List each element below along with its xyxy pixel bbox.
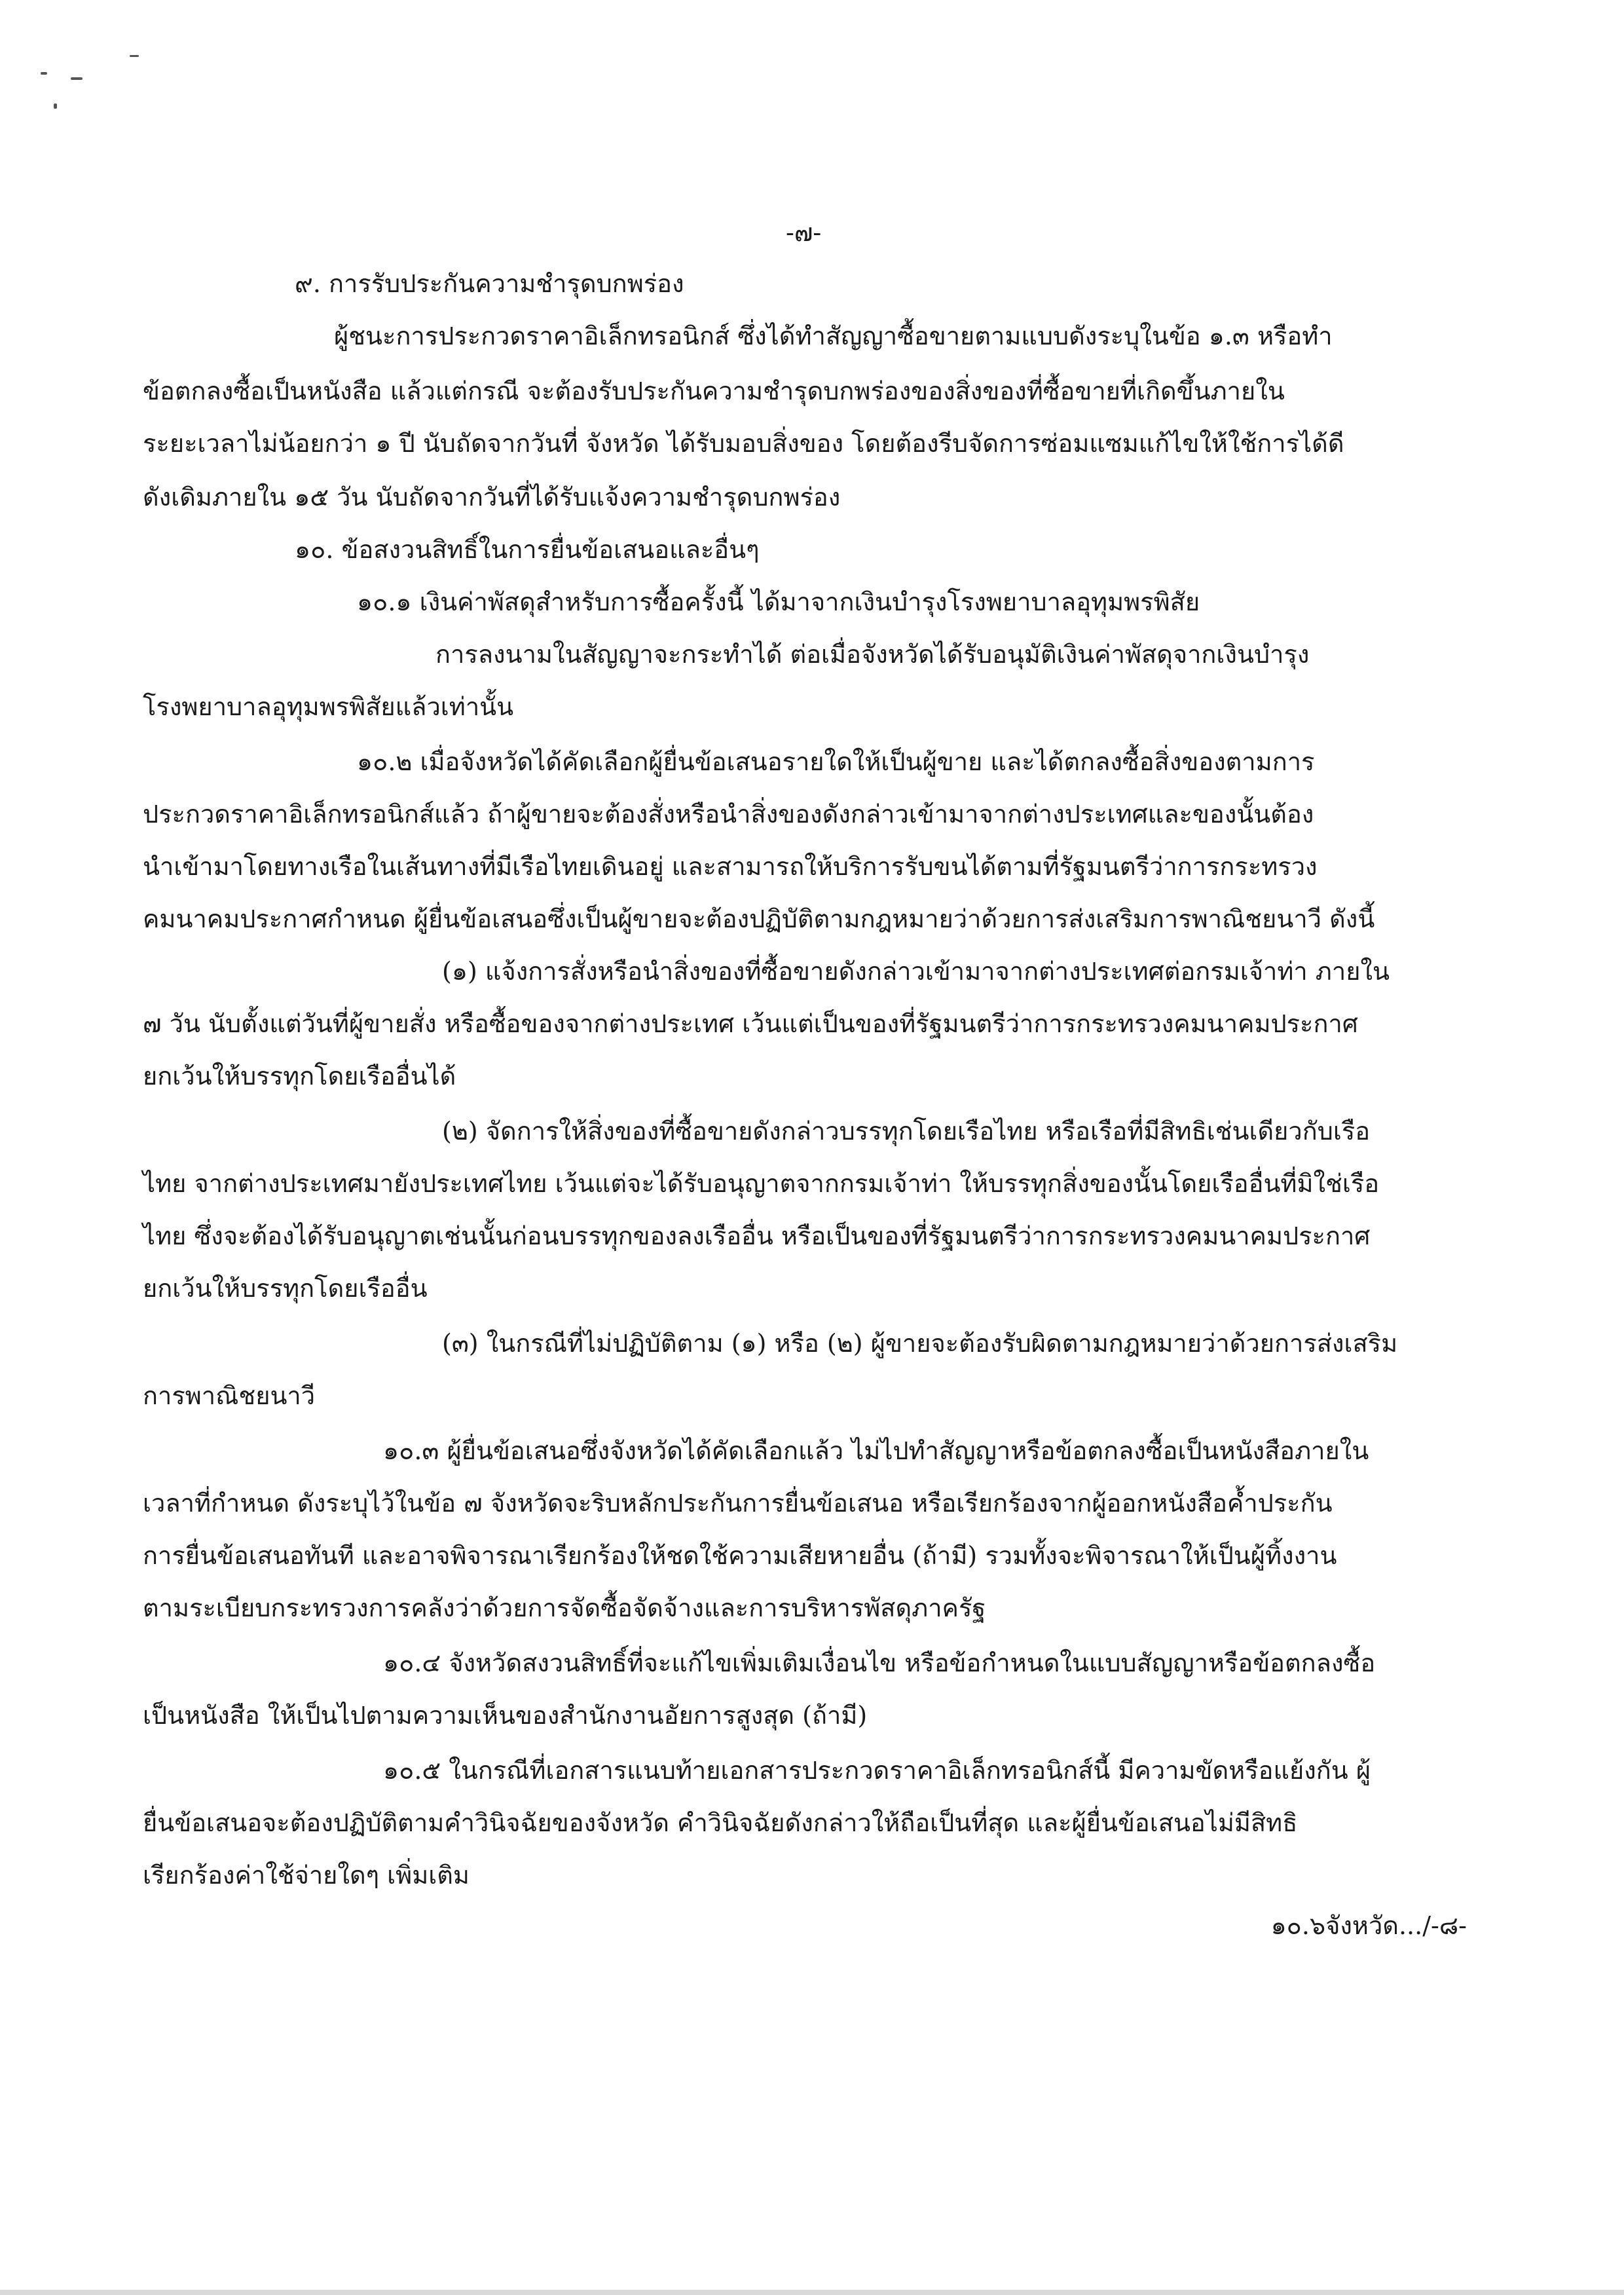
paragraph-line: ยกเว้นให้บรรทุกโดยเรืออื่น <box>143 1274 428 1303</box>
paragraph-line: ดังเดิมภายใน ๑๕ วัน นับถัดจากวันที่ได้รับแจ้งความชำรุดบกพร่อง <box>143 483 841 512</box>
section-10-heading: ๑๐. ข้อสงวนสิทธิ์ในการยื่นข้อเสนอและอื่นๆ <box>295 535 760 564</box>
paragraph-line: การยื่นข้อเสนอทันที และอาจพิจารณาเรียกร้องให้ชดใช้ความเสียหายอื่น (ถ้ามี) รวมทั้งจะพิจารณาให้เป็นผู้ทิ้งงาน <box>143 1541 1337 1570</box>
scan-mark <box>71 77 83 80</box>
paragraph-line: ๑๐.๒ เมื่อจังหวัดได้คัดเลือกผู้ยื่นข้อเสนอรายใดให้เป็นผู้ขาย และได้ตกลงซื้อสิ่งของตามการ <box>357 747 1315 776</box>
paragraph-line: ไทย ซึ่งจะต้องได้รับอนุญาตเช่นนั้นก่อนบรรทุกของลงเรืออื่น หรือเป็นของที่รัฐมนตรีว่าการกระทรวงคมนาคมประกาศ <box>143 1222 1371 1250</box>
continuation-reference: ๑๐.๖จังหวัด.../-๘- <box>1270 1911 1467 1940</box>
paragraph-line: ๑๐.๕ ในกรณีที่เอกสารแนบท้ายเอกสารประกวดราคาอิเล็กทรอนิกส์นี้ มีความขัดหรือแย้งกัน ผู้ <box>383 1756 1371 1785</box>
scan-mark <box>54 103 57 109</box>
list-item-line: (๓) ในกรณีที่ไม่ปฏิบัติตาม (๑) หรือ (๒) ผู้ขายจะต้องรับผิดตามกฎหมายว่าด้วยการส่งเสริม <box>442 1329 1398 1358</box>
list-item-line: (๑) แจ้งการสั่งหรือนำสิ่งของที่ซื้อขายดังกล่าวเข้ามาจากต่างประเทศต่อกรมเจ้าท่า ภายใน <box>442 957 1390 986</box>
paragraph-line: เวลาที่กำหนด ดังระบุไว้ในข้อ ๗ จังหวัดจะริบหลักประกันการยื่นข้อเสนอ หรือเรียกร้องจากผู้ออกหนังสือค้ำประกัน <box>143 1489 1333 1518</box>
paragraph-line: ๑๐.๔ จังหวัดสงวนสิทธิ์ที่จะแก้ไขเพิ่มเติมเงื่อนไข หรือข้อกำหนดในแบบสัญญาหรือข้อตกลงซื้อ <box>383 1649 1376 1677</box>
scan-mark <box>41 72 47 75</box>
paragraph-line: ยื่นข้อเสนอจะต้องปฏิบัติตามคำวินิจฉัยของจังหวัด คำวินิจฉัยดังกล่าวให้ถือเป็นที่สุด และผู้ยื่นข้อเสนอไม่มีสิทธิ <box>143 1808 1298 1837</box>
scan-mark <box>130 55 139 57</box>
page-number: -๗- <box>786 218 822 247</box>
list-item-line: (๒) จัดการให้สิ่งของที่ซื้อขายดังกล่าวบรรทุกโดยเรือไทย หรือเรือที่มีสิทธิเช่นเดียวกับเรือ <box>442 1117 1371 1146</box>
scan-bottom-edge <box>0 2290 1624 2295</box>
paragraph-line: ๑๐.๓ ผู้ยื่นข้อเสนอซึ่งจังหวัดได้คัดเลือกแล้ว ไม่ไปทำสัญญาหรือข้อตกลงซื้อเป็นหนังสือภายใน <box>383 1436 1369 1465</box>
paragraph-line: นำเข้ามาโดยทางเรือในเส้นทางที่มีเรือไทยเดินอยู่ และสามารถให้บริการรับขนได้ตามที่รัฐมนตรีว่าการกระทรวง <box>143 852 1318 881</box>
paragraph-line: ๗ วัน นับตั้งแต่วันที่ผู้ขายสั่ง หรือซื้อของจากต่างประเทศ เว้นแต่เป็นของที่รัฐมนตรีว่าการกระทรวงคมนาคมประกาศ <box>143 1009 1358 1038</box>
paragraph-line: การลงนามในสัญญาจะกระทำได้ ต่อเมื่อจังหวัดได้รับอนุมัติเงินค่าพัสดุจากเงินบำรุง <box>435 640 1310 669</box>
paragraph-line: ตามระเบียบกระทรวงการคลังว่าด้วยการจัดซื้อจัดจ้างและการบริหารพัสดุภาครัฐ <box>143 1594 986 1622</box>
paragraph-line: ๑๐.๑ เงินค่าพัสดุสำหรับการซื้อครั้งนี้ ได้มาจากเงินบำรุงโรงพยาบาลอุทุมพรพิสัย <box>357 588 1200 616</box>
paragraph-line: ประกวดราคาอิเล็กทรอนิกส์แล้ว ถ้าผู้ขายจะต้องสั่งหรือนำสิ่งของดังกล่าวเข้ามาจากต่างประเทศและของนั้นต้อง <box>143 800 1314 829</box>
paragraph-line: การพาณิชยนาวี <box>143 1381 316 1410</box>
paragraph-line: คมนาคมประกาศกำหนด ผู้ยื่นข้อเสนอซึ่งเป็นผู้ขายจะต้องปฏิบัติตามกฎหมายว่าด้วยการส่งเสริมการพาณิชยนาวี ดังนี้ <box>143 905 1375 933</box>
paragraph-line: เป็นหนังสือ ให้เป็นไปตามความเห็นของสำนักงานอัยการสูงสุด (ถ้ามี) <box>143 1701 868 1730</box>
paragraph-line: ยกเว้นให้บรรทุกโดยเรืออื่นได้ <box>143 1062 456 1091</box>
paragraph-line: ไทย จากต่างประเทศมายังประเทศไทย เว้นแต่จะได้รับอนุญาตจากกรมเจ้าท่า ให้บรรทุกสิ่งของนั้นโดยเรืออื่นที่มิใช่เรือ <box>143 1169 1380 1198</box>
paragraph-line: ระยะเวลาไม่น้อยกว่า ๑ ปี นับถัดจากวันที่ จังหวัด ได้รับมอบสิ่งของ โดยต้องรีบจัดการซ่อมแซมแก้ไขให้ใช้การได้ดี <box>143 429 1344 458</box>
section-9-heading: ๙. การรับประกันความชำรุดบกพร่อง <box>295 269 684 298</box>
paragraph-line: เรียกร้องค่าใช้จ่ายใดๆ เพิ่มเติม <box>143 1861 470 1890</box>
paragraph-line: ข้อตกลงซื้อเป็นหนังสือ แล้วแต่กรณี จะต้องรับประกันความชำรุดบกพร่องของสิ่งของที่ซื้อขายที่เกิดขึ้นภายใน <box>143 377 1285 405</box>
paragraph-line: ผู้ชนะการประกวดราคาอิเล็กทรอนิกส์ ซึ่งได้ทำสัญญาซื้อขายตามแบบดังระบุในข้อ ๑.๓ หรือทำ <box>334 322 1333 350</box>
paragraph-line: โรงพยาบาลอุทุมพรพิสัยแล้วเท่านั้น <box>143 692 514 721</box>
